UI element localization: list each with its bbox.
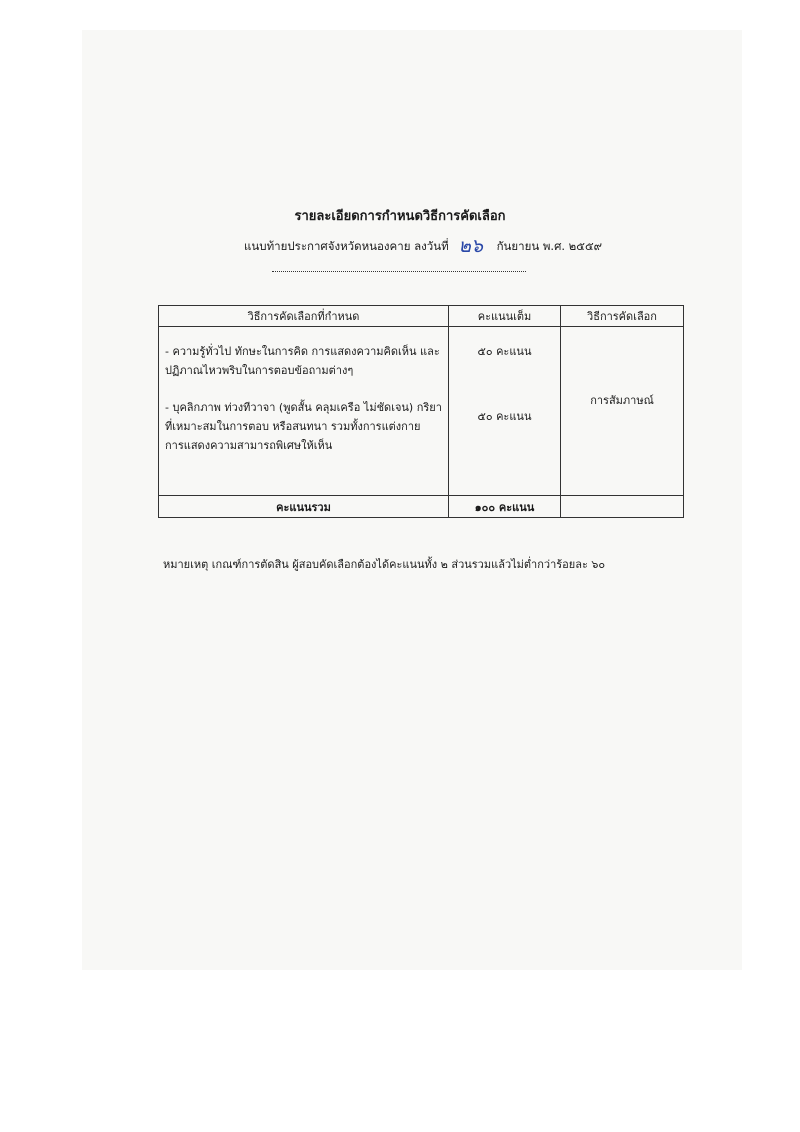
score-cell xyxy=(449,327,561,496)
criteria-item: - ความรู้ทั่วไป ทักษะในการคิด การแสดงความคิดเห็น และปฏิภาณไหวพริบในการตอบข้อถามต่างๆ xyxy=(165,345,440,377)
header-full-score: คะแนนเต็ม xyxy=(449,306,561,327)
header-criteria: วิธีการคัดเลือกที่กำหนด xyxy=(159,306,449,327)
header-method: วิธีการคัดเลือก xyxy=(561,306,684,327)
handwritten-day: ๒๖ xyxy=(458,235,483,257)
criteria-item: - บุคลิกภาพ ท่วงทีวาจา (พูดสั้น คลุมเครือ ไม่ชัดเจน) กริยาที่เหมาะสมในการตอบ หรือสนทนา รวมทั้งการแต่งกาย การแสดงความสามารถพิเศษให้เห็น xyxy=(165,401,442,452)
table-row xyxy=(159,327,684,496)
document-title: รายละเอียดการกำหนดวิธีการคัดเลือก xyxy=(294,209,506,224)
criteria-score: ๕๐ คะแนน xyxy=(477,410,532,423)
total-empty-cell xyxy=(561,496,684,518)
dotted-divider xyxy=(272,271,526,272)
selection-criteria-table xyxy=(158,305,684,518)
document-subtitle xyxy=(244,229,644,259)
footnote: หมายเหตุ เกณฑ์การตัดสิน ผู้สอบคัดเลือกต้องได้คะแนนทั้ง ๒ ส่วนรวมแล้วไม่ต่ำกว่าร้อยละ ๖๐ xyxy=(163,558,606,571)
total-score: ๑๐๐ คะแนน xyxy=(449,496,561,518)
total-label: คะแนนรวม xyxy=(159,496,449,518)
subtitle-suffix: กันยายน พ.ศ. ๒๕๕๙ xyxy=(496,239,603,253)
table-header-row xyxy=(159,306,684,327)
subtitle-prefix: แนบท้ายประกาศจังหวัดหนองคาย ลงวันที่ xyxy=(244,239,449,253)
criteria-cell xyxy=(159,327,449,496)
total-row xyxy=(159,496,684,518)
criteria-score: ๕๐ คะแนน xyxy=(477,345,532,358)
method-cell: การสัมภาษณ์ xyxy=(561,327,684,496)
